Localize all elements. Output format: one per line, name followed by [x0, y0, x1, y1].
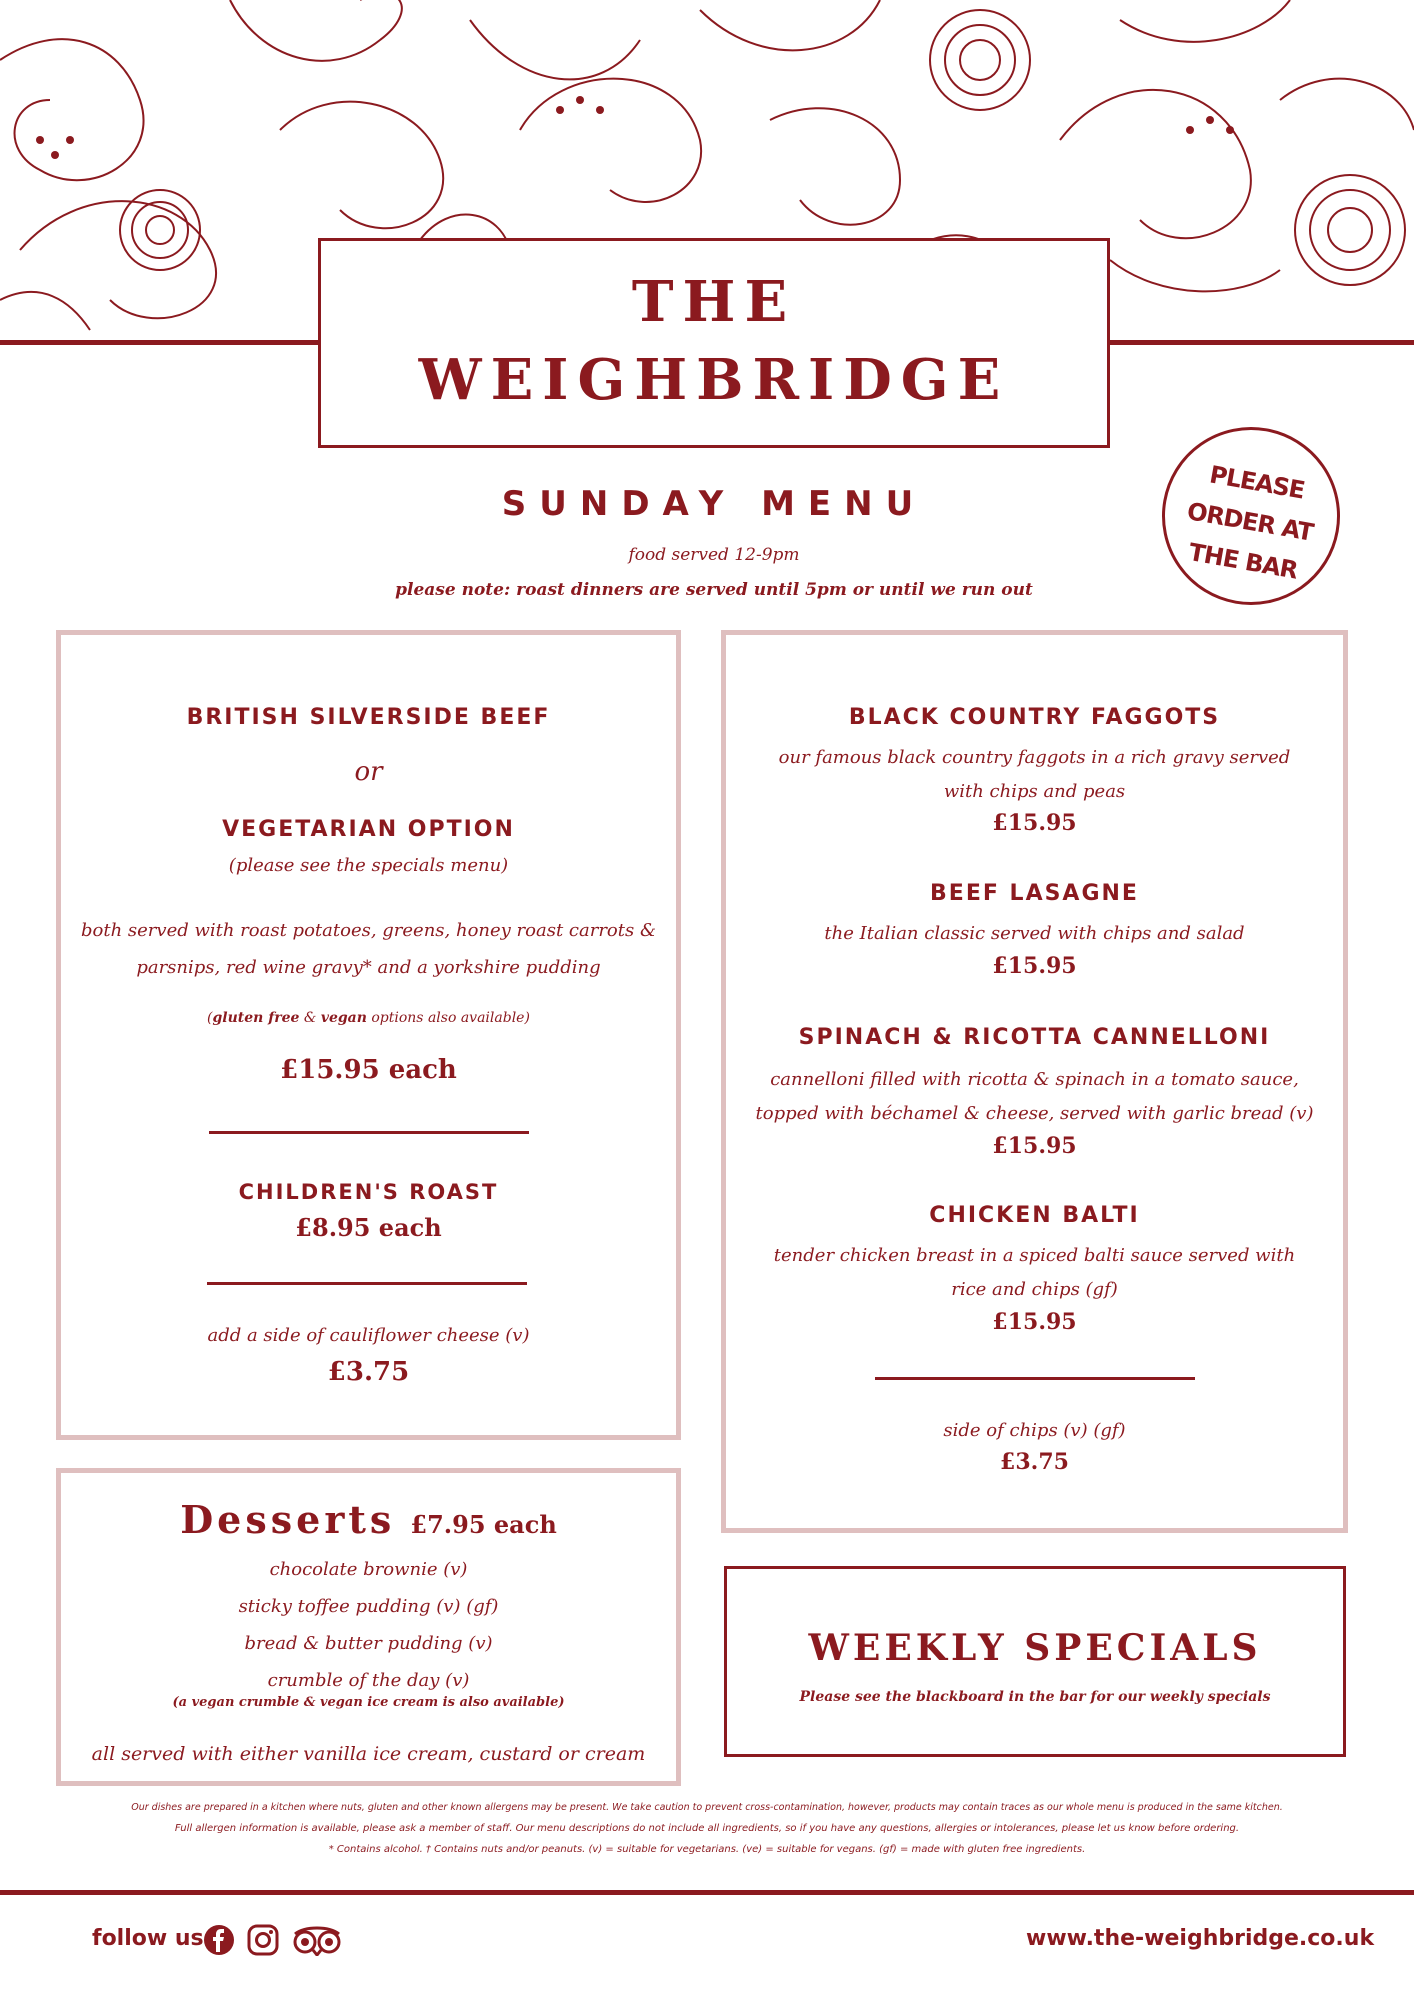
main-price: £15.95: [992, 953, 1077, 979]
desserts-title: Desserts: [180, 1497, 396, 1542]
main-desc: the Italian classic served with chips and salad: [824, 923, 1245, 944]
served-hours: food served 12-9pm: [628, 545, 800, 565]
children-roast-title: CHILDREN'S ROAST: [238, 1180, 499, 1204]
main-price: £15.95: [992, 1309, 1077, 1335]
main-desc: rice and chips (gf): [951, 1279, 1118, 1300]
brand-box: [318, 238, 1110, 448]
facebook-icon[interactable]: [203, 1924, 235, 1956]
main-desc: our famous black country faggots in a rich gravy served: [778, 747, 1291, 768]
desserts-panel: [56, 1468, 681, 1786]
desserts-served-with: all served with either vanilla ice cream, custard or cream: [91, 1743, 646, 1765]
main-price: £15.95: [992, 1133, 1077, 1159]
weekly-specials-title: WEEKLY SPECIALS: [808, 1627, 1262, 1669]
roast-options: [61, 1010, 676, 1026]
allergen-line-3: * Contains alcohol. † Contains nuts and/or peanuts. (v) = suitable for vegetarians. (ve) = suitable for vegans. (gf) = made with gluten free ingredients.: [328, 1844, 1086, 1855]
weekly-specials-box: [724, 1566, 1346, 1757]
options-prefix: (: [207, 1010, 213, 1026]
footer-rule: [0, 1890, 1414, 1895]
website-link[interactable]: www.the-weighbridge.co.uk: [1026, 1926, 1375, 1951]
dessert-item: crumble of the day (v): [267, 1670, 470, 1691]
or-text: or: [354, 757, 383, 787]
options-vegan: vegan: [320, 1010, 367, 1026]
roast-panel: [56, 630, 681, 1440]
divider: [207, 1282, 527, 1285]
divider: [209, 1131, 529, 1134]
badge-line-1: PLEASE: [1207, 460, 1307, 505]
side-chips-price: £3.75: [1000, 1449, 1069, 1475]
instagram-icon[interactable]: [247, 1924, 279, 1956]
main-desc: topped with béchamel & cheese, served with garlic bread (v): [755, 1103, 1314, 1124]
desserts-heading: [61, 1497, 676, 1542]
roast-item-1: BRITISH SILVERSIDE BEEF: [186, 705, 551, 730]
allergen-line-2: Full allergen information is available, please ask a member of staff. Our menu descriptions do not include all ingredients, so if you have any questions, allergies or intolerances, please let us know before ordering.: [174, 1823, 1240, 1834]
allergen-line-1: Our dishes are prepared in a kitchen where nuts, gluten and other known allergens may be present. We take caution to prevent cross-contamination, however, products may contain traces as our whole menu is produced in the same kitchen.: [131, 1802, 1283, 1813]
order-at-bar-badge: [1148, 413, 1354, 619]
side-chips-desc: side of chips (v) (gf): [943, 1420, 1126, 1441]
main-title: SPINACH & RICOTTA CANNELLONI: [798, 1025, 1271, 1050]
main-title: BLACK COUNTRY FAGGOTS: [848, 705, 1221, 730]
roast-price: £15.95 each: [280, 1055, 457, 1085]
divider: [875, 1377, 1195, 1380]
vegan-crumble-note: (a vegan crumble & vegan ice cream is also available): [172, 1695, 565, 1710]
side-cauliflower-desc: add a side of cauliflower cheese (v): [207, 1325, 530, 1346]
roast-item-2: VEGETARIAN OPTION: [222, 817, 515, 842]
roast-desc-1: both served with roast potatoes, greens, honey roast carrots &: [81, 920, 656, 941]
roast-desc-2: parsnips, red wine gravy* and a yorkshire pudding: [136, 957, 601, 978]
dessert-item: chocolate brownie (v): [269, 1559, 468, 1580]
badge-line-2: ORDER AT: [1184, 497, 1315, 547]
children-roast-price: £8.95 each: [295, 1213, 442, 1242]
tripadvisor-icon[interactable]: [289, 1924, 345, 1956]
main-desc: tender chicken breast in a spiced balti sauce served with: [773, 1245, 1296, 1266]
side-cauliflower-price: £3.75: [327, 1357, 410, 1387]
options-amp: &: [299, 1010, 321, 1026]
main-desc: with chips and peas: [943, 781, 1126, 802]
main-title: CHICKEN BALTI: [929, 1203, 1140, 1228]
brand-line-2: WEIGHBRIDGE: [418, 347, 1010, 413]
brand-line-1: THE: [631, 269, 797, 335]
options-suffix: options also available): [366, 1010, 530, 1026]
menu-title: SUNDAY MENU: [501, 484, 927, 524]
badge-line-3: THE BAR: [1186, 538, 1300, 585]
follow-us-label: follow us: [92, 1926, 204, 1951]
options-gluten-free: gluten free: [212, 1010, 300, 1026]
roast-item-2-note: (please see the specials menu): [228, 855, 509, 876]
mains-panel: [721, 630, 1348, 1533]
dessert-item: sticky toffee pudding (v) (gf): [238, 1596, 499, 1617]
weekly-specials-note: Please see the blackboard in the bar for our weekly specials: [799, 1689, 1271, 1705]
main-desc: cannelloni filled with ricotta & spinach in a tomato sauce,: [770, 1069, 1299, 1090]
dessert-item: bread & butter pudding (v): [244, 1633, 493, 1654]
desserts-price: £7.95 each: [410, 1510, 557, 1539]
roast-note: please note: roast dinners are served until 5pm or until we run out: [395, 580, 1033, 600]
main-title: BEEF LASAGNE: [930, 881, 1139, 906]
main-price: £15.95: [992, 810, 1077, 836]
